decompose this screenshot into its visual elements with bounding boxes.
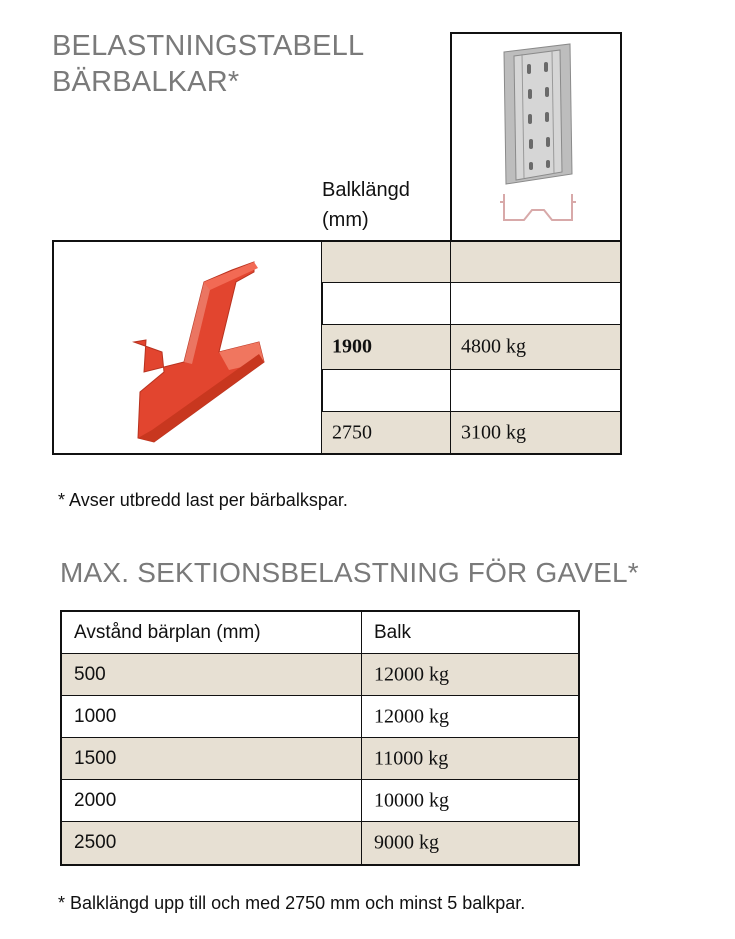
row-load: 12000 kg bbox=[374, 663, 449, 685]
row-load: 10000 kg bbox=[374, 789, 449, 811]
row-load-value: 3100 kg bbox=[461, 421, 526, 443]
table-row-4-load bbox=[450, 369, 622, 412]
beam-length-header-line1: Balklängd bbox=[322, 179, 410, 201]
table-row-2-load bbox=[450, 282, 622, 325]
header-distance: Avstånd bärplan (mm) bbox=[74, 621, 261, 643]
load-table-title-line2: BÄRBALKAR* bbox=[52, 66, 240, 98]
load-table-footnote: * Avser utbredd last per bärbalkspar. bbox=[58, 490, 348, 510]
row-load: 12000 kg bbox=[374, 705, 449, 727]
upright-profile-image bbox=[452, 34, 620, 240]
beam-image-box bbox=[52, 240, 323, 455]
table-row-5-load bbox=[450, 411, 622, 455]
row-length-value: 2750 bbox=[332, 421, 372, 443]
row-load: 11000 kg bbox=[374, 747, 449, 769]
table-row bbox=[62, 738, 578, 780]
table-row bbox=[62, 654, 578, 696]
row-distance: 500 bbox=[74, 663, 106, 685]
load-table-title bbox=[52, 28, 364, 100]
table-row-1-load bbox=[450, 240, 622, 283]
row-distance: 2500 bbox=[74, 832, 117, 853]
header-beam: Balk bbox=[374, 621, 411, 643]
beam-length-header bbox=[322, 175, 410, 235]
load-table-title-line1: BELASTNINGSTABELL bbox=[52, 30, 365, 62]
table-row-1-length bbox=[321, 240, 451, 283]
red-beam-image bbox=[54, 242, 321, 453]
table-row-4-length bbox=[321, 369, 451, 412]
section-load-title: MAX. SEKTIONSBELASTNING FÖR GAVEL* bbox=[60, 557, 639, 588]
table-row-3-length bbox=[321, 324, 451, 370]
row-load: 9000 kg bbox=[374, 831, 439, 854]
section-load-table bbox=[60, 610, 580, 866]
upright-image-box bbox=[450, 32, 622, 242]
table-row-5-length bbox=[321, 411, 451, 455]
row-length-value: 1900 bbox=[332, 335, 372, 358]
table-row-2-length bbox=[321, 282, 451, 325]
row-distance: 1000 bbox=[74, 705, 117, 727]
table-header-row bbox=[62, 612, 578, 654]
row-distance: 1500 bbox=[74, 747, 117, 769]
row-distance: 2000 bbox=[74, 789, 117, 811]
section-load-footnote: * Balklängd upp till och med 2750 mm och minst 5 balkpar. bbox=[58, 893, 526, 913]
beam-length-header-line2: (mm) bbox=[322, 209, 369, 231]
table-row-3-load bbox=[450, 324, 622, 370]
table-row bbox=[62, 780, 578, 822]
table-row bbox=[62, 696, 578, 738]
table-row bbox=[62, 822, 578, 864]
row-load-value: 4800 kg bbox=[461, 335, 526, 358]
